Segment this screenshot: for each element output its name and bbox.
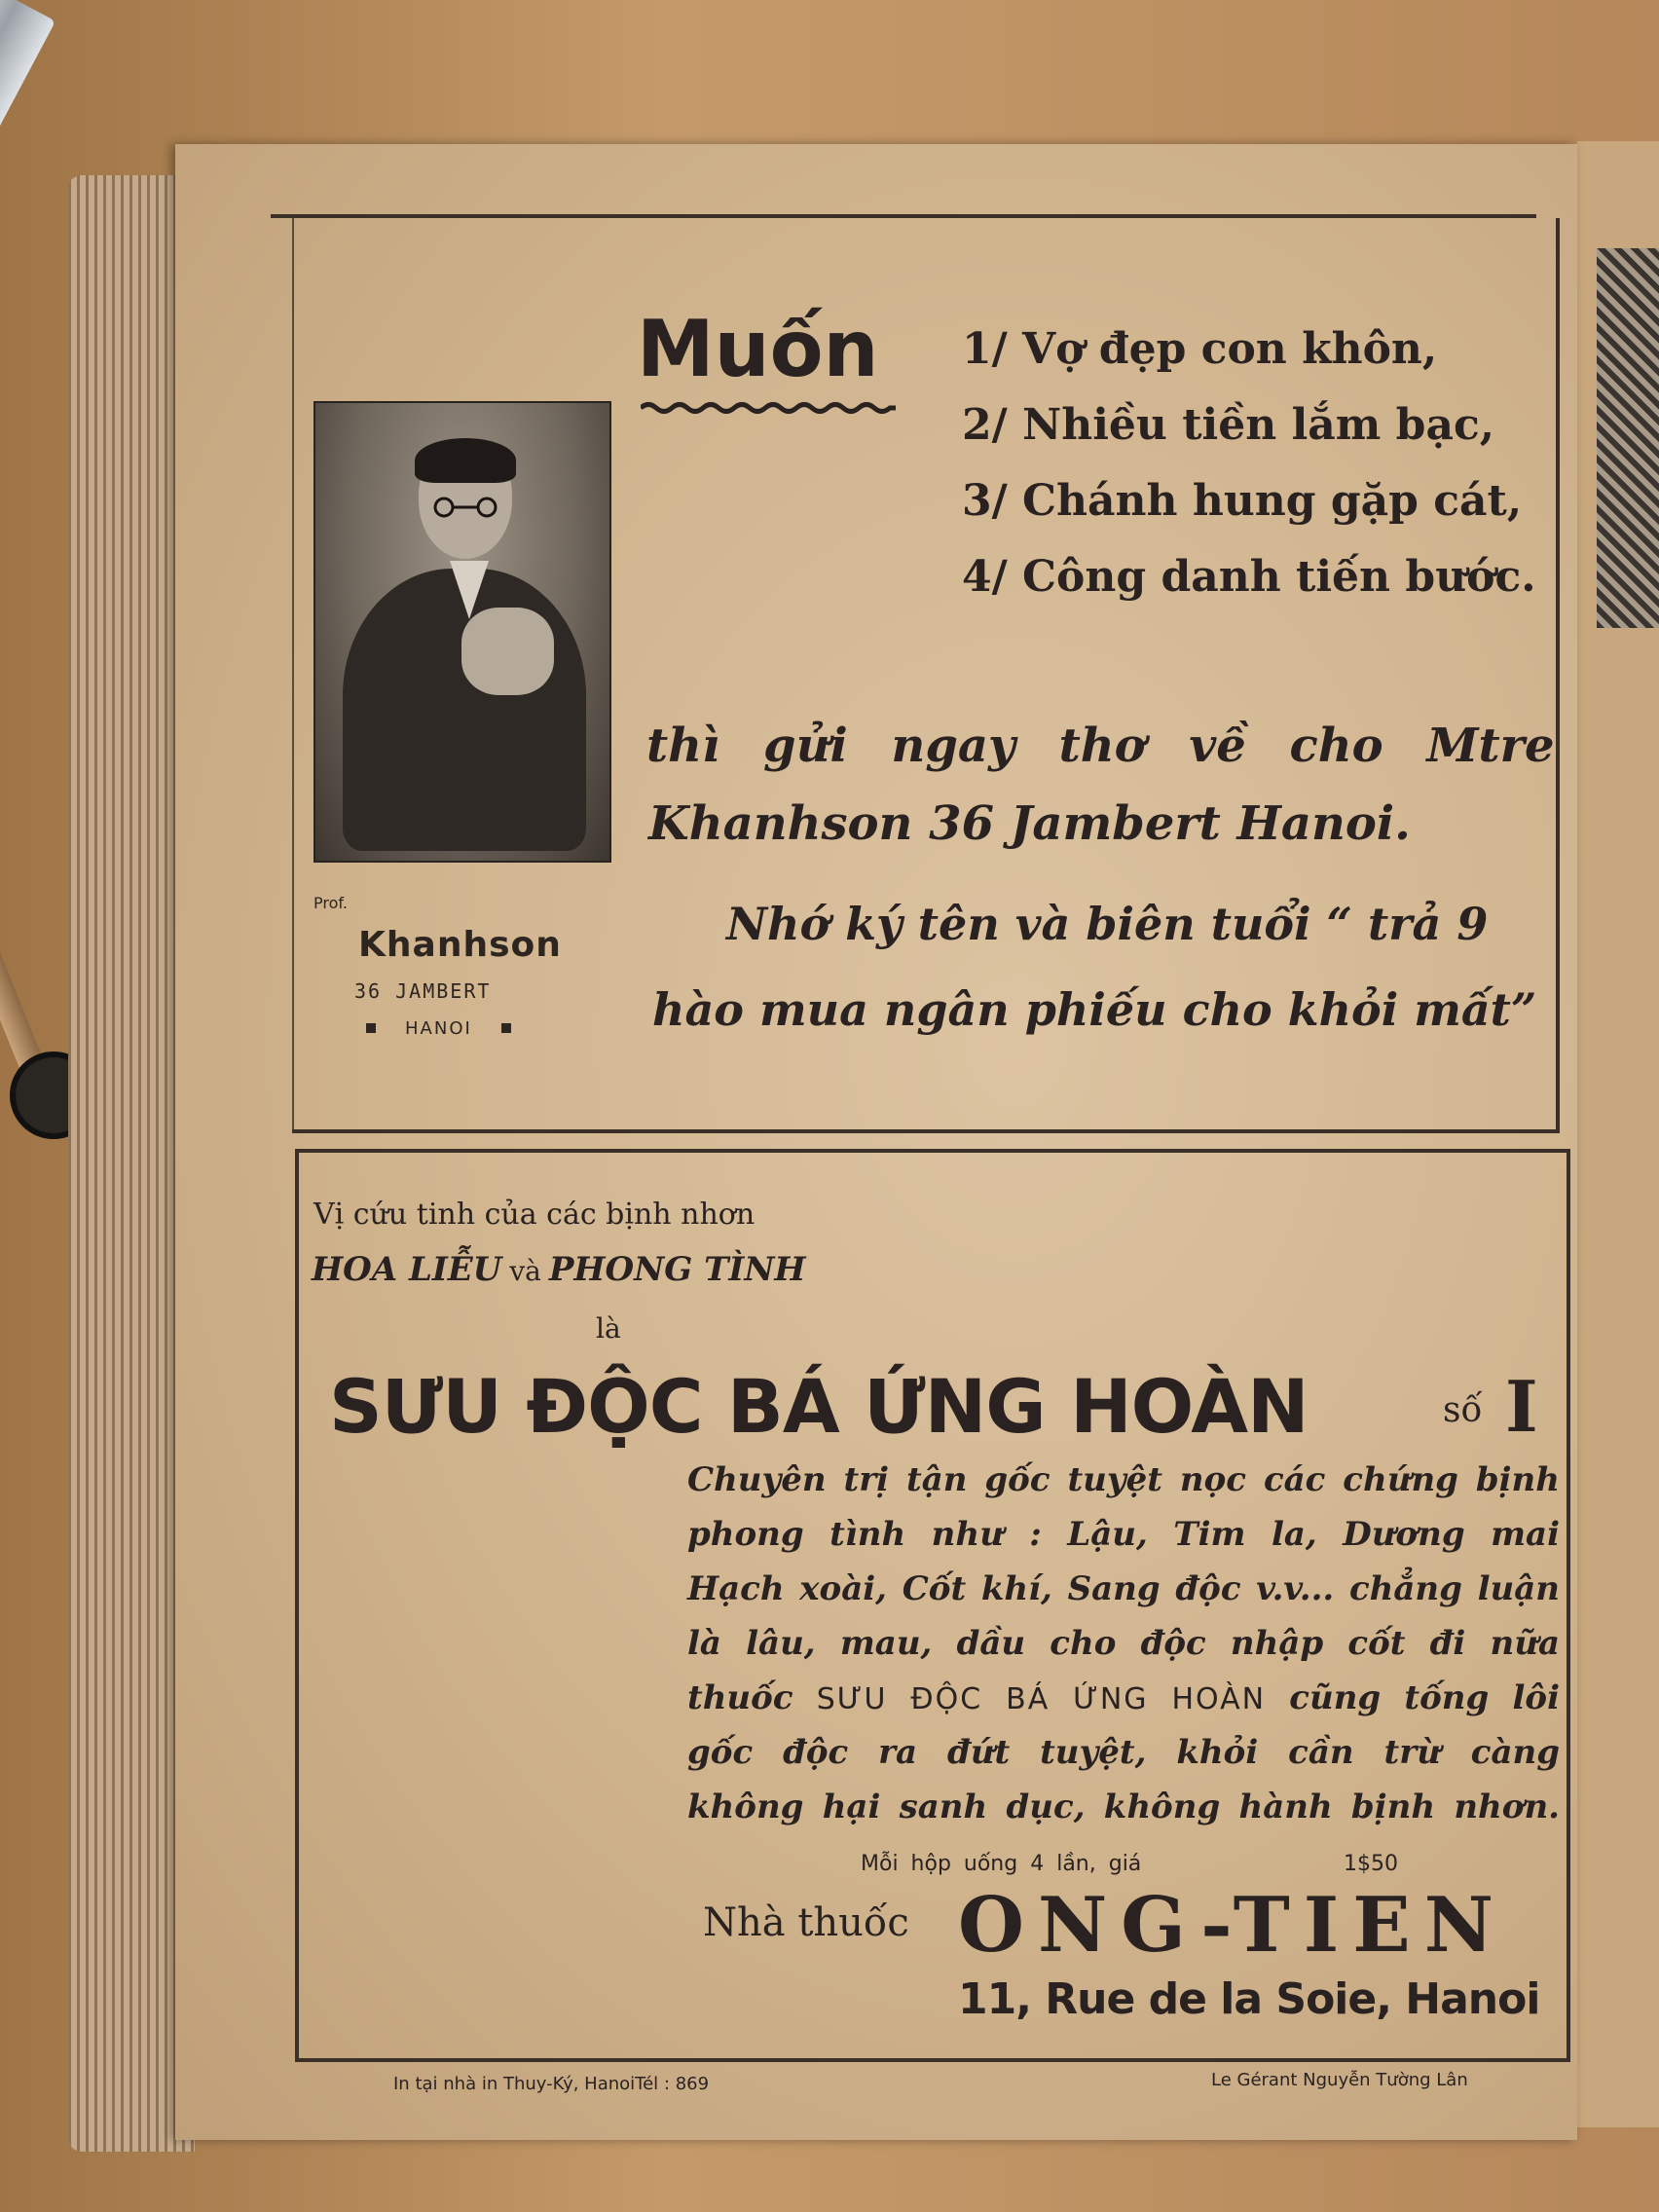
number-value: I — [1505, 1365, 1538, 1448]
disease-1: HOA LIỄU — [312, 1250, 502, 1289]
price-value: 1$50 — [1344, 1852, 1398, 1876]
description-line-5 — [687, 1671, 1560, 1725]
conjunction: và — [509, 1255, 541, 1287]
portrait-glasses — [424, 497, 506, 518]
intro-line: Vị cứu tinh của các bịnh nhơn — [313, 1198, 756, 1232]
description-product: SƯU ĐỘC BÁ ỨNG HOÀN — [816, 1682, 1267, 1716]
caption-city: HANOI — [405, 1018, 472, 1039]
footer-manager: Le Gérant Nguyễn Tường Lân — [1211, 2070, 1468, 2090]
khanhson-ad-bottom-rule — [292, 1129, 1558, 1133]
wish-item: 3/ Chánh hung gặp cát, — [962, 476, 1523, 526]
ad-headline: Muốn — [637, 304, 879, 394]
caption-street: 36 JAMBERT — [354, 979, 492, 1003]
disease-line — [312, 1250, 806, 1289]
pharmacy-address: 11, Rue de la Soie, Hanoi — [958, 1974, 1540, 2024]
wish-item: 1/ Vợ đẹp con khôn, — [962, 324, 1438, 374]
wish-item: 4/ Công danh tiến bước. — [962, 552, 1536, 602]
description-line: không hại sanh dục, không hành bịnh nhơn. — [687, 1788, 1560, 1826]
reminder-line-2: hào mua ngân phiếu cho khỏi mất” — [652, 983, 1537, 1036]
number-label: số — [1443, 1390, 1483, 1430]
caption-city-row — [366, 1018, 511, 1039]
price-text: Mỗi hộp uống 4 lần, giá — [861, 1852, 1142, 1876]
bullet-square-icon — [501, 1023, 511, 1033]
portrait-suit — [343, 569, 586, 851]
pharmacy-label: Nhà thuốc — [703, 1900, 909, 1945]
product-name: SƯU ĐỘC BÁ ỨNG HOÀN — [329, 1363, 1309, 1450]
footer-printer: In tại nhà in Thuy-Ký, HanoiTél : 869 — [393, 2074, 710, 2094]
wavy-underline — [641, 401, 896, 415]
pharmacy-name: ONG-TIEN — [958, 1881, 1508, 1970]
description-prefix: thuốc — [687, 1678, 793, 1717]
instruction-line-2: Khanhson 36 Jambert Hanoi. — [648, 796, 1411, 851]
facing-page-image — [1597, 248, 1659, 628]
instruction-line-1: thì gửi ngay thơ về cho Mtre — [646, 719, 1555, 773]
description-line: gốc độc ra đứt tuyệt, khỏi cần trừ càng — [687, 1733, 1560, 1772]
description-line: Chuyên trị tận gốc tuyệt nọc các chứng bịnh — [687, 1460, 1560, 1499]
wishes-list — [962, 312, 1536, 615]
portrait-hair — [415, 438, 516, 483]
description-line: là lâu, mau, dầu cho độc nhập cốt đi nữa — [687, 1624, 1560, 1663]
wish-item: 2/ Nhiều tiền lắm bạc, — [962, 400, 1495, 450]
description-suffix: cũng tống lôi — [1289, 1678, 1560, 1717]
reminder-line-1: Nhớ ký tên và biên tuổi “ trả 9 — [726, 898, 1489, 950]
caption-name: Khanhson — [358, 925, 562, 965]
la-word: là — [596, 1312, 621, 1345]
bullet-square-icon — [366, 1023, 376, 1033]
disease-2: PHONG TÌNH — [548, 1250, 806, 1289]
product-description — [687, 1453, 1560, 1834]
description-line: Hạch xoài, Cốt khí, Sang độc v.v... chẳng luận — [687, 1569, 1560, 1608]
portrait-hands — [461, 608, 554, 695]
caption-title: Prof. — [313, 894, 348, 912]
description-line: phong tình như : Lậu, Tim la, Dương mai — [687, 1515, 1560, 1554]
portrait-photo — [313, 401, 611, 863]
